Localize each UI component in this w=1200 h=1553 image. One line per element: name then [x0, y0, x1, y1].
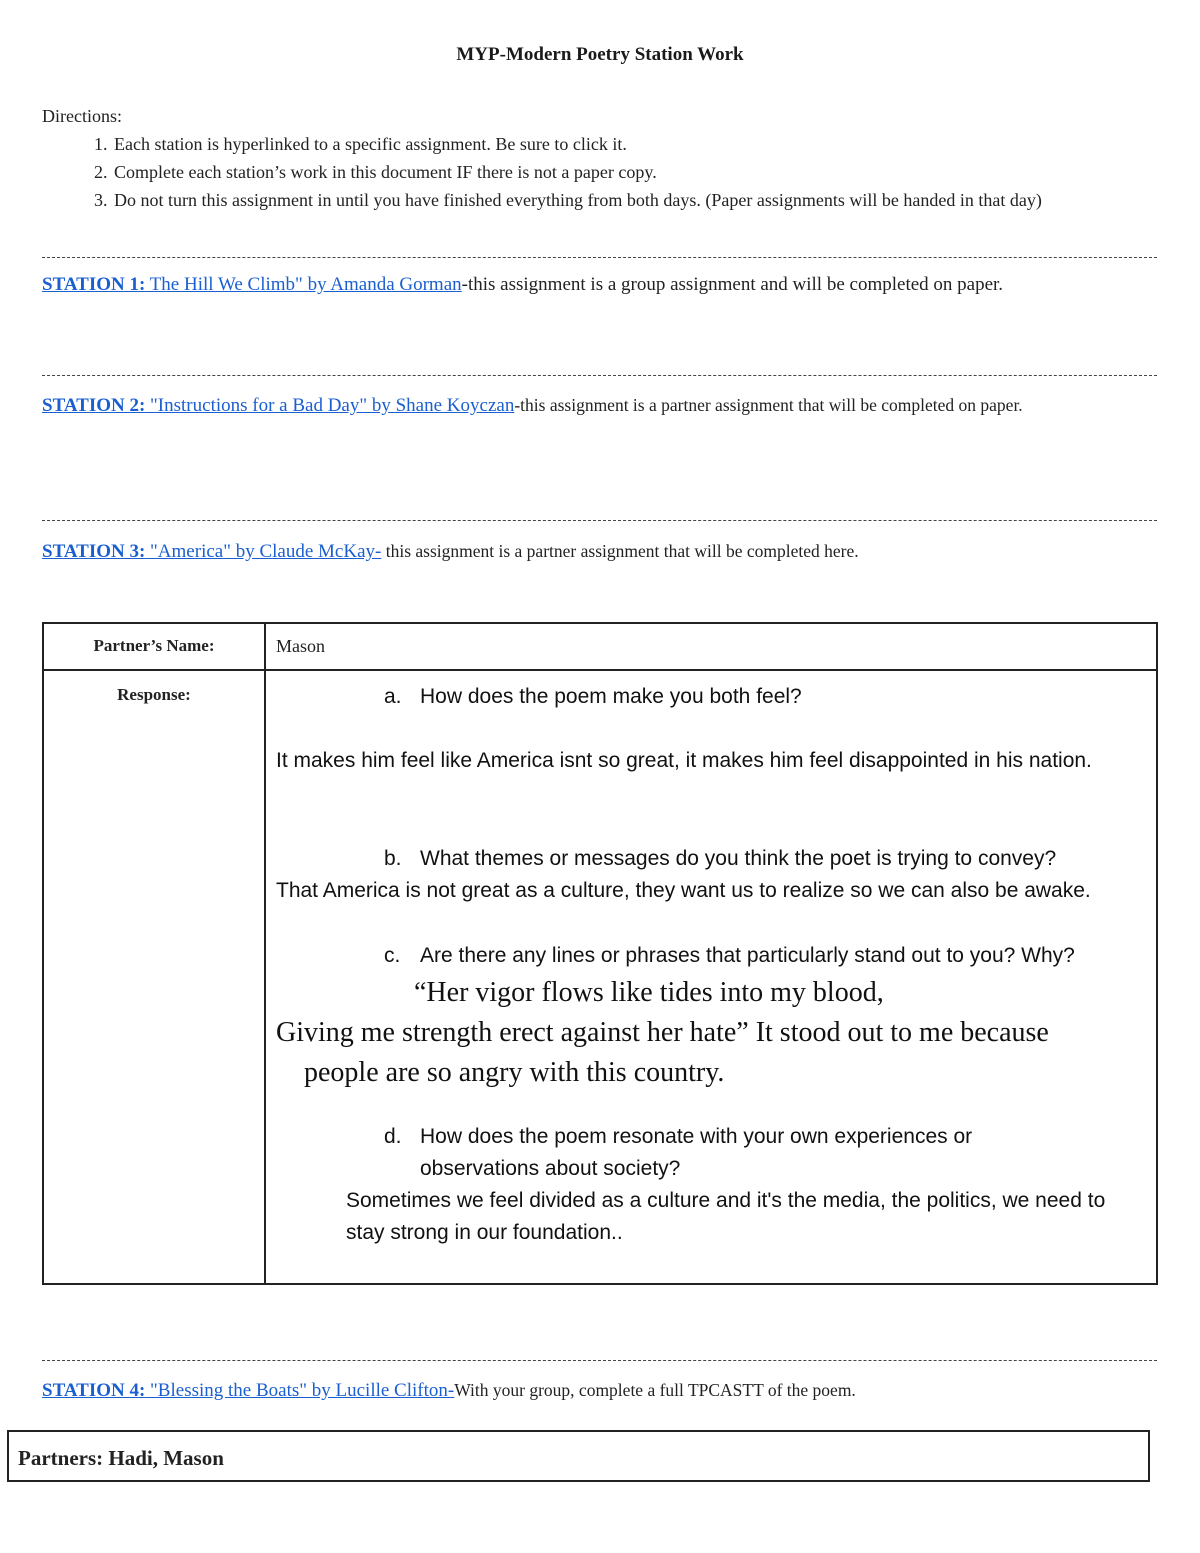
- divider: [42, 375, 1157, 376]
- answer-b: That America is not great as a culture, they want us to realize so we can also be awake.: [276, 879, 1091, 902]
- answer-d: Sometimes we feel divided as a culture and it's the media, the politics, we need to stay strong in our foundation..: [346, 1189, 1106, 1244]
- station-1-link[interactable]: STATION 1: The Hill We Climb" by Amanda Gorman: [42, 274, 462, 295]
- answer-a: It makes him feel like America isnt so great, it makes him feel disappointed in his nation.: [276, 749, 1092, 772]
- answer-c-line-1: “Her vigor flows like tides into my blood,: [414, 977, 884, 1008]
- response-label: Response:: [43, 670, 265, 1284]
- station-3: [42, 537, 1142, 566]
- question-d: d. How does the poem resonate with your own experiences or observations about society?: [384, 1125, 973, 1180]
- station-1-text: -this assignment is a group assignment and will be completed on paper.: [461, 274, 1004, 295]
- response-cell[interactable]: [265, 670, 1157, 1284]
- partner-name-label: Partner’s Name:: [43, 623, 265, 670]
- directions-list: [42, 130, 1157, 214]
- station-1: [42, 270, 1142, 300]
- divider: [42, 1360, 1157, 1361]
- divider: [42, 257, 1157, 258]
- directions-item: 1. Each station is hyperlinked to a specific assignment. Be sure to click it.: [112, 130, 1157, 158]
- page-title: MYP-Modern Poetry Station Work: [456, 44, 744, 65]
- station-4: [42, 1376, 1142, 1405]
- station-4-text: With your group, complete a full TPCASTT of the poem.: [454, 1380, 856, 1400]
- directions-item: 2. Complete each station’s work in this document IF there is not a paper copy.: [112, 158, 1157, 186]
- question-b: b. What themes or messages do you think the poet is trying to convey?: [384, 847, 1057, 870]
- station-3-text: this assignment is a partner assignment that will be completed here.: [381, 541, 859, 561]
- question-c: c. Are there any lines or phrases that particularly stand out to you? Why?: [384, 944, 1075, 967]
- partners-box[interactable]: Partners: Hadi, Mason: [7, 1430, 1150, 1482]
- directions-item: 3. Do not turn this assignment in until you have finished everything from both days. (Paper assignments will be handed in that day): [112, 186, 1157, 214]
- station-2-text: -this assignment is a partner assignment that will be completed on paper.: [514, 395, 1023, 415]
- station-2-link[interactable]: STATION 2: "Instructions for a Bad Day" by Shane Koyczan: [42, 395, 515, 416]
- answer-c-line-3: people are so angry with this country.: [304, 1057, 725, 1088]
- directions-section: [42, 102, 1157, 214]
- answer-c-line-2: Giving me strength erect against her hate” It stood out to me because: [276, 1017, 1049, 1048]
- divider: [42, 520, 1157, 521]
- directions-heading: Directions:: [42, 106, 122, 126]
- station-2: [42, 391, 1142, 420]
- station-4-link[interactable]: STATION 4: "Blessing the Boats" by Lucille Clifton-: [42, 1380, 455, 1401]
- response-table: [42, 622, 1158, 1285]
- partner-name-value[interactable]: Mason: [265, 623, 1157, 670]
- question-a: a. How does the poem make you both feel?: [384, 685, 802, 708]
- station-3-link[interactable]: STATION 3: "America" by Claude McKay-: [42, 541, 382, 562]
